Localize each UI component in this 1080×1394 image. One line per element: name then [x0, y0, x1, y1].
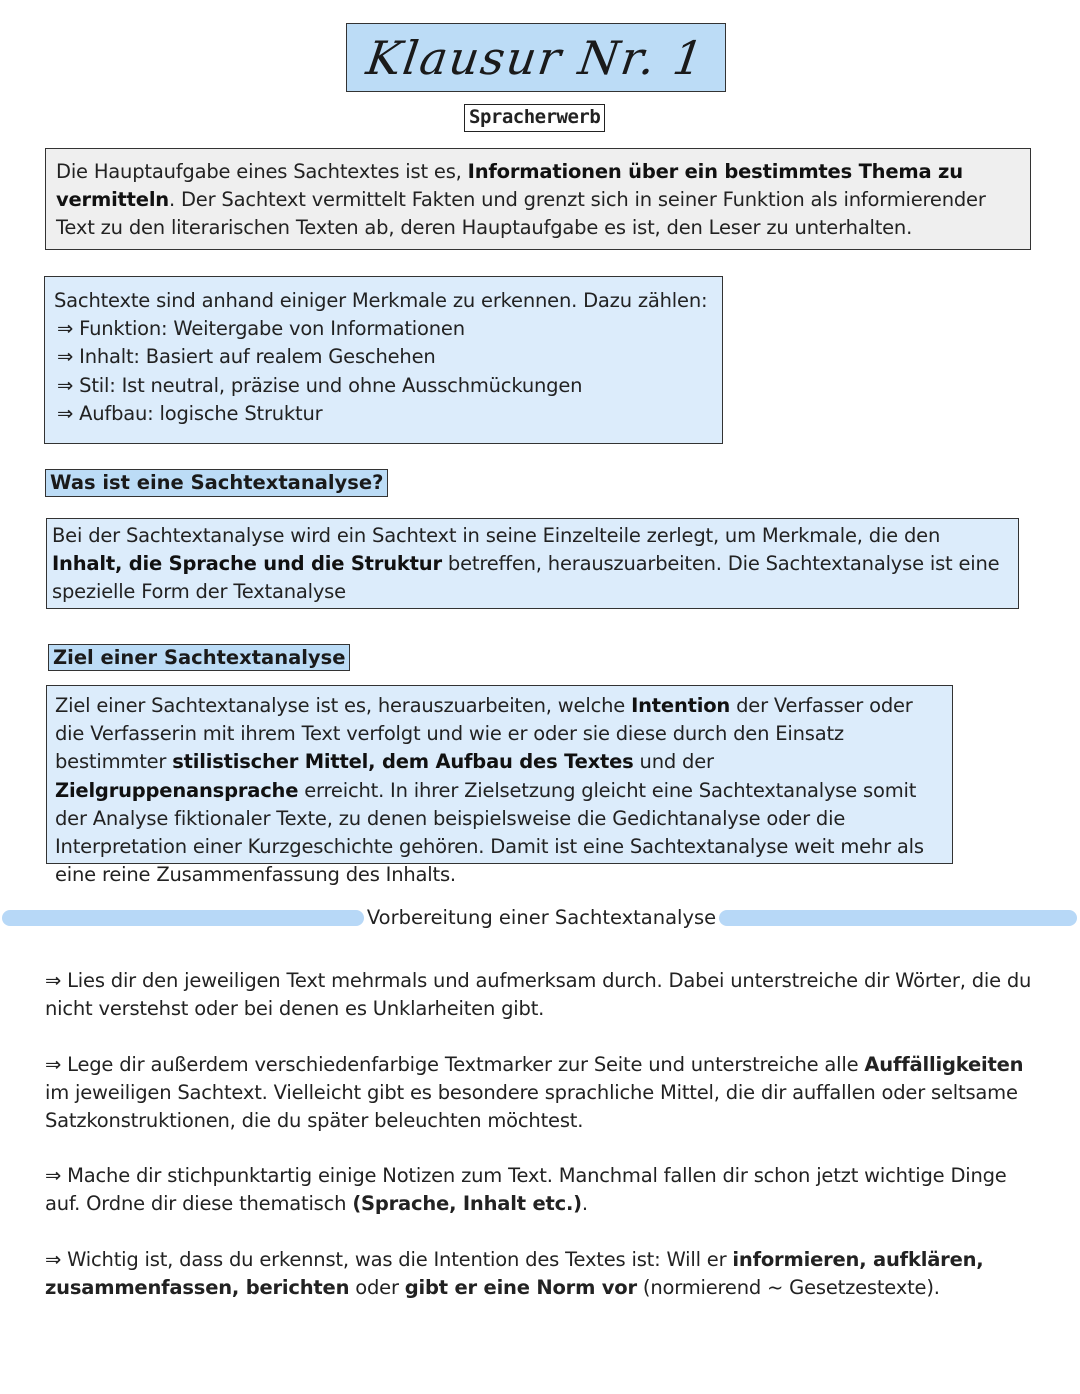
what-box — [46, 518, 1019, 609]
separator-bar-right — [719, 910, 1077, 926]
section-heading-goal: Ziel einer Sachtextanalyse — [48, 644, 350, 671]
feature-item-content: ⇒ Inhalt: Basiert auf realem Geschehen — [57, 345, 436, 369]
step-notes-text-1: ⇒ Mache dir stichpunktartig einige Notizen zum Text. Manchmal fallen dir schon jetzt wichtige Dinge auf. Ordne dir diese thematisch — [45, 1164, 1007, 1216]
page-title: Klausur Nr. 1 — [363, 30, 709, 85]
goal-text-4: erreicht. In ihrer Zielsetzung gleicht eine Sachtextanalyse somit der Analyse fiktionaler Texte, zu denen beispielsweise die Gedichtanalyse oder die Interpretation einer Kurzgeschichte gehören. Damit ist eine Sachtextanalyse weit mehr als eine reine Zusammenfassung des Inhalts. — [55, 778, 924, 887]
separator-label: Vorbereitung einer Sachtextanalyse — [366, 906, 717, 929]
step-notes — [45, 1162, 1035, 1218]
step-intention-text-1: ⇒ Wichtig ist, dass du erkennst, was die Intention des Textes ist: Will er — [45, 1248, 733, 1271]
goal-bold-3: Zielgruppenansprache — [55, 778, 299, 802]
what-text-2: betreffen, herauszuarbeiten. Die Sachtextanalyse ist eine spezielle Form der Textanalyse — [52, 552, 1000, 604]
goal-text-1: Ziel einer Sachtextanalyse ist es, herauszuarbeiten, welche — [55, 694, 632, 717]
what-bold-1: Inhalt, die Sprache und die Struktur — [52, 552, 442, 576]
step-highlight-bold: Auffälligkeiten — [864, 1053, 1024, 1076]
features-intro: Sachtexte sind anhand einiger Merkmale zu erkennen. Dazu zählen: — [54, 289, 708, 312]
feature-item-structure: ⇒ Aufbau: logische Struktur — [57, 401, 323, 425]
step-highlight — [45, 1051, 1035, 1136]
step-intention-bold-2: gibt er eine Norm vor — [404, 1276, 637, 1300]
step-read-text: ⇒ Lies dir den jeweiligen Text mehrmals und aufmerksam durch. Dabei unterstreiche dir Wörter, die du nicht verstehst oder bei denen es Unklarheiten gibt. — [45, 969, 1032, 1021]
step-notes-bold: (Sprache, Inhalt etc.) — [352, 1192, 582, 1216]
definition-bold-1: Informationen über ein bestimmtes Thema zu vermitteln — [56, 160, 963, 212]
feature-item-style: ⇒ Stil: Ist neutral, präzise und ohne Ausschmückungen — [57, 373, 583, 397]
definition-text-1: Die Hauptaufgabe eines Sachtextes ist es, — [56, 160, 468, 183]
step-highlight-text-1: ⇒ Lege dir außerdem verschiedenfarbige Textmarker zur Seite und unterstreiche alle — [45, 1053, 865, 1076]
title-box — [346, 23, 726, 92]
step-intention — [45, 1246, 1035, 1302]
page-subtitle: Spracherwerb — [464, 104, 605, 132]
goal-bold-1: Intention — [631, 694, 731, 717]
step-intention-text-2: oder — [349, 1276, 405, 1300]
goal-box — [46, 685, 953, 887]
goal-text-3: und der — [633, 750, 714, 774]
goal-text-2: der Verfasser oder die Verfasserin mit ihrem Text verfolgt und wie er oder sie diese durch den Einsatz bestimmter — [55, 694, 913, 774]
definition-text-2: . Der Sachtext vermittelt Fakten und grenzt sich in seiner Funktion als informierender Text zu den literarischen Texten ab, deren Hauptaufgabe es ist, den Leser zu unterhalten. — [56, 188, 986, 240]
goal-bold-2: stilistischer Mittel, dem Aufbau des Textes — [172, 750, 634, 774]
separator-bar-left — [2, 910, 364, 926]
definition-box — [45, 148, 1031, 250]
features-box — [44, 276, 723, 444]
feature-item-function: ⇒ Funktion: Weitergabe von Informationen — [57, 317, 465, 341]
step-intention-text-3: (normierend ~ Gesetzestexte). — [636, 1276, 940, 1300]
what-text-1: Bei der Sachtextanalyse wird ein Sachtext in seine Einzelteile zerlegt, um Merkmale, die den — [52, 524, 941, 547]
step-notes-text-2: . — [581, 1192, 588, 1216]
step-highlight-text-2: im jeweiligen Sachtext. Vielleicht gibt es besondere sprachliche Mittel, die dir auffallen oder seltsame Satzkonstruktionen, die du später beleuchten möchtest. — [45, 1081, 1018, 1133]
section-heading-what: Was ist eine Sachtextanalyse? — [45, 469, 388, 497]
step-intention-bold-1: informieren, aufklären, zusammenfassen, berichten — [45, 1248, 984, 1300]
